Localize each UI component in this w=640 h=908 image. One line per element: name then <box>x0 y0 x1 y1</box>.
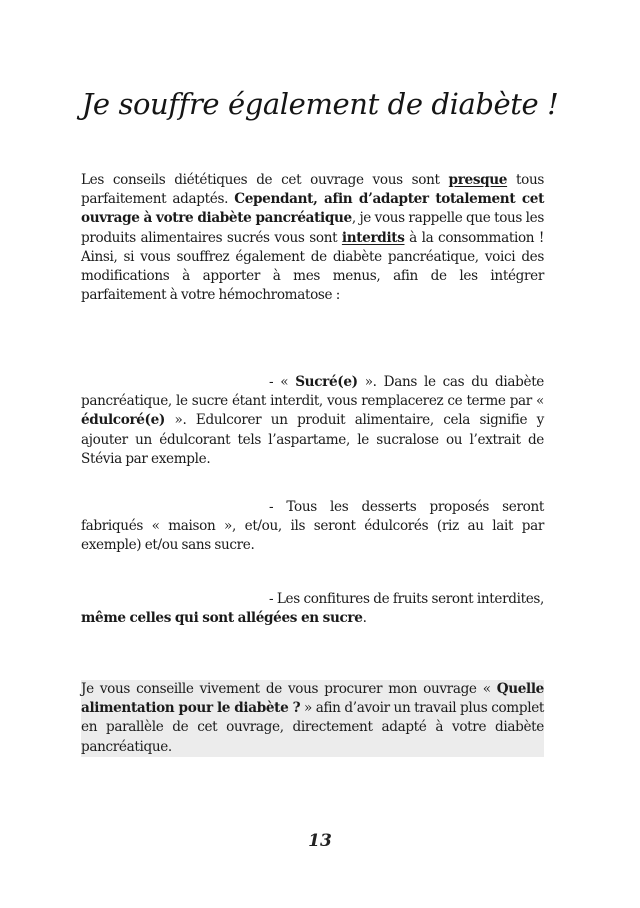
intro-text-2: tous parfaitement adaptés. <box>81 172 544 208</box>
conseil-text-1: Je vous conseille vivement de vous procurer mon ouvrage « <box>81 681 497 697</box>
intro-paragraph <box>81 171 544 305</box>
conseil-text-2: » afin d’avoir un travail plus complet en parallèle de cet ouvrage, directement adapté à votre diabète pancréatique. <box>81 700 545 755</box>
page-number: 13 <box>308 831 332 851</box>
presque-emphasis: presque <box>448 172 508 188</box>
edulcore-bold-term: édulcoré(e) <box>81 412 166 429</box>
sucre-paragraph <box>81 373 544 469</box>
confitures-paragraph <box>81 590 544 628</box>
confitures-bold: même celles qui sont allégées en sucre <box>81 610 363 627</box>
book-title-bold: Quelle alimentation pour le diabète ? <box>81 681 544 717</box>
sucre-text-3: ». Edulcorer un produit alimentaire, cela signifie y ajouter un édulcorant tels l’aspartame, le sucralose ou l’extrait de Stévia par exemple. <box>81 412 544 467</box>
sucre-bold-term: Sucré(e) <box>295 374 358 390</box>
intro-bold-statement: Cependant, afin d’adapter totalement cet ouvrage à votre diabète pancréatique <box>81 191 545 227</box>
desserts-text: - Tous les desserts proposés seront fabriqués « maison », et/ou, ils seront édulcorés (riz au lait par exemple) et/ou sans sucre. <box>81 499 544 554</box>
confitures-text-1: - Les confitures de fruits seront interdites, <box>269 591 544 607</box>
intro-text-3: , je vous rappelle que tous les produits alimentaires sucrés vous sont <box>81 210 544 246</box>
page-title: Je souffre également de diabète ! <box>81 87 559 121</box>
confitures-text-2: . <box>362 610 367 627</box>
intro-text-1: Les conseils diététiques de cet ouvrage vous sont <box>81 172 449 188</box>
interdits-emphasis: interdits <box>341 229 405 246</box>
sucre-text-1: - « <box>269 374 296 390</box>
sucre-text-2: ». Dans le cas du diabète pancréatique, le sucre étant interdit, vous remplacerez ce terme par « <box>81 374 544 410</box>
conseil-box <box>81 680 544 757</box>
desserts-paragraph <box>81 498 544 556</box>
intro-text-4: à la consommation ! Ainsi, si vous souffrez également de diabète pancréatique, voici des modifications à apporter à mes menus, afin de les intégrer parfaitement à votre hémochromatose : <box>81 229 544 304</box>
